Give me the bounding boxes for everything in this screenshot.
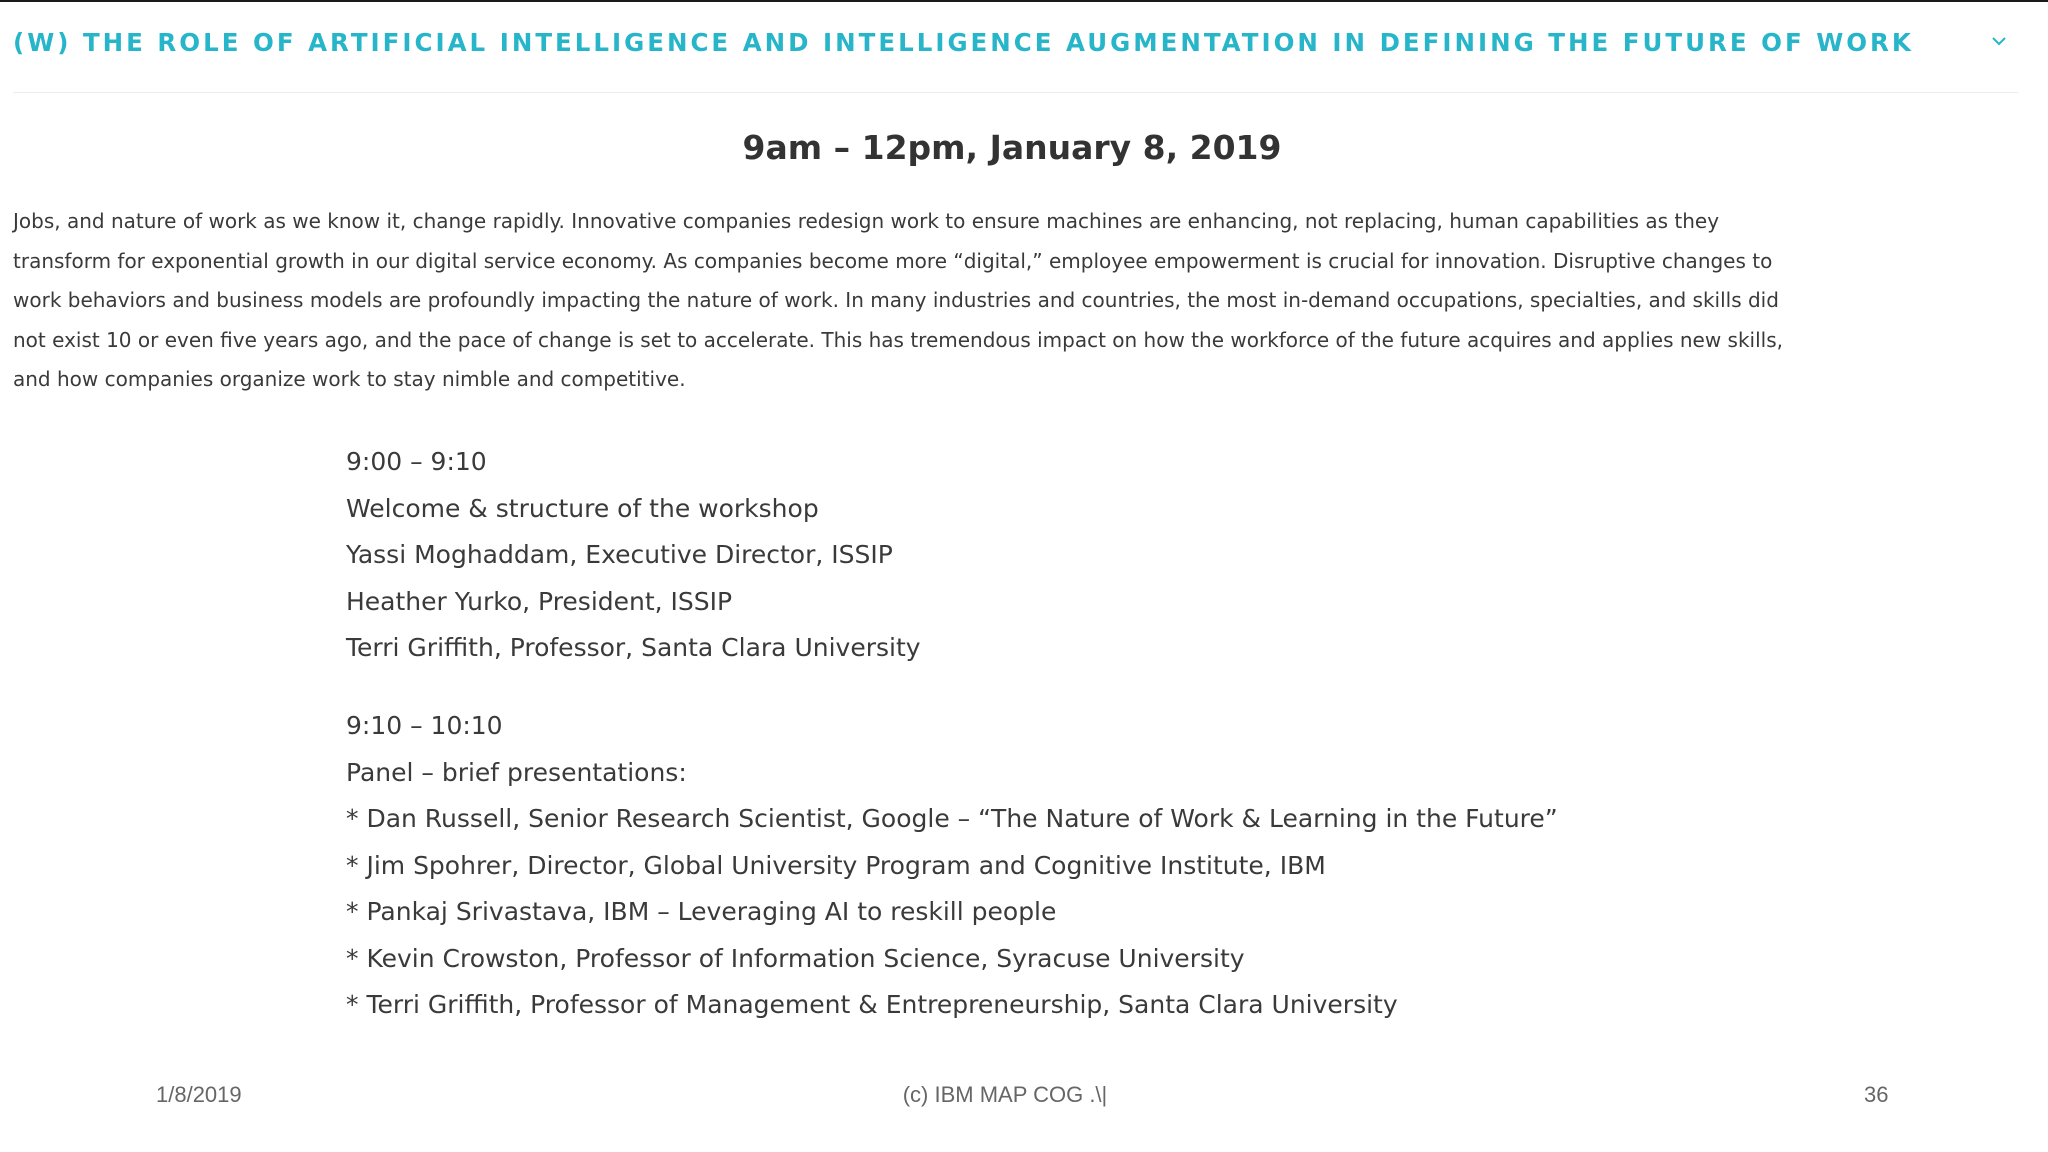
agenda-line: Panel – brief presentations: xyxy=(346,757,687,787)
intro-line: and how companies organize work to stay nimble and competitive. xyxy=(13,367,686,391)
section-header[interactable] xyxy=(13,22,2018,93)
chevron-down-icon[interactable] xyxy=(1988,30,2010,52)
agenda-block-panel xyxy=(346,703,1746,1029)
section-title[interactable]: (W) THE ROLE OF ARTIFICIAL INTELLIGENCE AND INTELLIGENCE AUGMENTATION IN DEFINING THE FUTURE OF WORK xyxy=(13,28,1914,57)
intro-paragraph xyxy=(13,202,2023,400)
intro-line: not exist 10 or even five years ago, and the pace of change is set to accelerate. This has tremendous impact on how the workforce of the future acquires and applies new skills, xyxy=(13,327,1783,352)
agenda-line: * Kevin Crowston, Professor of Information Science, Syracuse University xyxy=(346,943,1245,973)
footer-page-number: 36 xyxy=(1864,1082,1889,1107)
date-heading: 9am – 12pm, January 8, 2019 xyxy=(742,128,1282,167)
intro-line: work behaviors and business models are profoundly impacting the nature of work. In many industries and countries, the most in-demand occupations, specialties, and skills did xyxy=(13,288,1779,312)
agenda-line: Heather Yurko, President, ISSIP xyxy=(346,586,733,616)
footer-credit: (c) IBM MAP COG .\| xyxy=(902,1082,1108,1107)
agenda-time: 9:10 – 10:10 xyxy=(346,711,503,740)
agenda-line: Terri Griffith, Professor, Santa Clara University xyxy=(346,633,921,662)
agenda-line: Yassi Moghaddam, Executive Director, ISSIP xyxy=(346,540,893,569)
top-rule xyxy=(0,0,2048,2)
agenda-line: * Dan Russell, Senior Research Scientist, Google – “The Nature of Work & Learning in the Future” xyxy=(346,804,1558,833)
agenda-line: * Pankaj Srivastava, IBM – Leveraging AI to reskill people xyxy=(346,897,1057,926)
intro-line: Jobs, and nature of work as we know it, change rapidly. Innovative companies redesign work to ensure machines are enhancing, not replacing, human capabilities as they xyxy=(13,209,1720,233)
footer-date: 1/8/2019 xyxy=(156,1082,242,1107)
agenda-time: 9:00 – 9:10 xyxy=(346,447,487,476)
agenda-line: Welcome & structure of the workshop xyxy=(346,493,819,523)
agenda-line: * Terri Griffith, Professor of Management & Entrepreneurship, Santa Clara University xyxy=(346,990,1398,1019)
agenda-line: * Jim Spohrer, Director, Global University Program and Cognitive Institute, IBM xyxy=(346,850,1326,880)
intro-line: transform for exponential growth in our digital service economy. As companies become more “digital,” employee empowerment is crucial for innovation. Disruptive changes to xyxy=(13,248,1773,273)
agenda-block-welcome xyxy=(346,439,1746,672)
